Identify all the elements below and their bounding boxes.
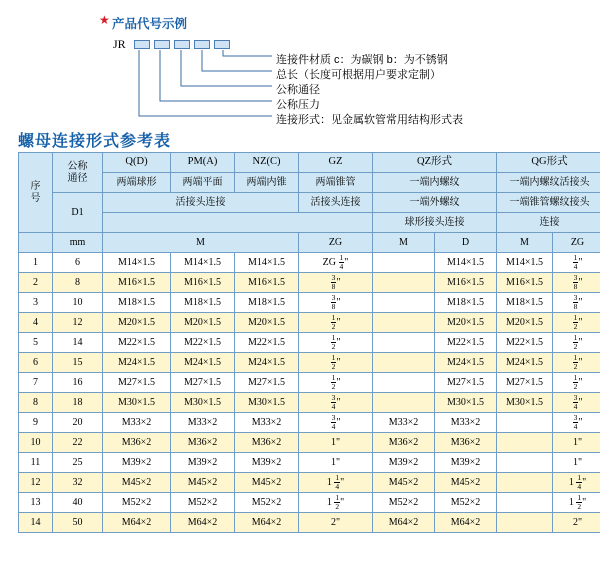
cell-nzc-m: M30×1.5 (235, 393, 299, 413)
header-qz-external-thread: 一端外螺纹 (373, 193, 497, 213)
section-title: 螺母连接形式参考表 (18, 133, 172, 150)
cell-dn: 8 (53, 273, 103, 293)
table-header-row-1 (19, 153, 600, 173)
cell-qz-d: M20×1.5 (435, 313, 497, 333)
cell-qg-zg: $\frac{3}{8}$ " (553, 273, 600, 293)
cell-pma-m: M24×1.5 (171, 353, 235, 373)
cell-qz-m: M52×2 (373, 493, 435, 513)
cell-qg-m: M27×1.5 (497, 373, 553, 393)
cell-qg-m: M30×1.5 (497, 393, 553, 413)
legend-item-material: 连接件材质 c：为碳钢 b：为不锈钢 (276, 54, 448, 66)
cell-qg-zg: 1 $\frac{1}{2}$ " (553, 493, 600, 513)
cell-qz-d: M39×2 (435, 453, 497, 473)
table-row (19, 273, 600, 293)
cell-nzc-m: M18×1.5 (235, 293, 299, 313)
cell-nzc-m: M45×2 (235, 473, 299, 493)
cell-pma-m: M36×2 (171, 433, 235, 453)
header-unit-zg: ZG (299, 233, 373, 253)
header-sub-gz: 两端锥管 (299, 173, 373, 193)
cell-pma-m: M39×2 (171, 453, 235, 473)
cell-nzc-m: M64×2 (235, 513, 299, 533)
cell-gz-zg: $\frac{1}{2}$ " (299, 313, 373, 333)
header-group-qz: QZ形式 (373, 153, 497, 173)
cell-qd-m: M22×1.5 (103, 333, 171, 353)
table-header-row-3 (19, 193, 600, 213)
header-qg-connection: 连接 (497, 213, 600, 233)
cell-qz-m (373, 333, 435, 353)
table-row (19, 433, 600, 453)
cell-qz-m (373, 373, 435, 393)
header-sub-qg: 一端内螺纹活接头 (497, 173, 600, 193)
header-unit-seq (19, 233, 53, 253)
cell-qz-m (373, 253, 435, 273)
header-seq-line2: 号 (30, 192, 41, 204)
cell-seq: 14 (19, 513, 53, 533)
cell-qz-m (373, 313, 435, 333)
cell-qd-m: M52×2 (103, 493, 171, 513)
cell-pma-m: M18×1.5 (171, 293, 235, 313)
cell-seq: 7 (19, 373, 53, 393)
cell-qz-d: M45×2 (435, 473, 497, 493)
cell-qd-m: M33×2 (103, 413, 171, 433)
cell-qd-m: M16×1.5 (103, 273, 171, 293)
header-sub-nzc: 两端内锥 (235, 173, 299, 193)
cell-qd-m: M39×2 (103, 453, 171, 473)
cell-nzc-m: M39×2 (235, 453, 299, 473)
header-unit-qg-zg: ZG (553, 233, 600, 253)
cell-qz-d: M30×1.5 (435, 393, 497, 413)
cell-dn: 18 (53, 393, 103, 413)
header-sub-pma: 两端平面 (171, 173, 235, 193)
cell-qz-m (373, 353, 435, 373)
cell-nzc-m: M24×1.5 (235, 353, 299, 373)
cell-gz-zg: $\frac{3}{8}$ " (299, 293, 373, 313)
cell-qz-d: M36×2 (435, 433, 497, 453)
cell-pma-m: M45×2 (171, 473, 235, 493)
cell-seq: 8 (19, 393, 53, 413)
cell-pma-m: M16×1.5 (171, 273, 235, 293)
product-code-diagram (0, 0, 600, 126)
header-d1: D1 (53, 193, 103, 233)
header-group-gz: GZ (299, 153, 373, 173)
cell-gz-zg: 1" (299, 453, 373, 473)
cell-seq: 12 (19, 473, 53, 493)
table-row (19, 293, 600, 313)
table-row (19, 373, 600, 393)
cell-qd-m: M45×2 (103, 473, 171, 493)
cell-seq: 4 (19, 313, 53, 333)
cell-pma-m: M22×1.5 (171, 333, 235, 353)
cell-qz-m: M39×2 (373, 453, 435, 473)
cell-pma-m: M14×1.5 (171, 253, 235, 273)
cell-gz-zg: $\frac{1}{2}$ " (299, 353, 373, 373)
cell-qz-d: M22×1.5 (435, 333, 497, 353)
table-row (19, 473, 600, 493)
cell-qg-zg: 1" (553, 433, 600, 453)
header-unit-qz-d: D (435, 233, 497, 253)
cell-qg-zg: $\frac{1}{4}$ " (553, 253, 600, 273)
cell-qz-d: M18×1.5 (435, 293, 497, 313)
header-group-qd: Q(D) (103, 153, 171, 173)
cell-dn: 16 (53, 373, 103, 393)
cell-qd-m: M64×2 (103, 513, 171, 533)
cell-qg-m: M14×1.5 (497, 253, 553, 273)
cell-seq: 9 (19, 413, 53, 433)
cell-seq: 6 (19, 353, 53, 373)
header-sub-qd: 两端球形 (103, 173, 171, 193)
header-dn-line2: 通径 (67, 172, 88, 184)
cell-dn: 12 (53, 313, 103, 333)
cell-qz-d: M14×1.5 (435, 253, 497, 273)
table-row (19, 453, 600, 473)
cell-pma-m: M52×2 (171, 493, 235, 513)
cell-qz-d: M64×2 (435, 513, 497, 533)
table-row (19, 333, 600, 353)
cell-qg-m: M22×1.5 (497, 333, 553, 353)
cell-dn: 20 (53, 413, 103, 433)
table-row (19, 493, 600, 513)
cell-qg-zg: 1 $\frac{1}{4}$ " (553, 473, 600, 493)
header-unit-mm: mm (53, 233, 103, 253)
star-icon: ★ (99, 13, 110, 27)
cell-qg-m: M18×1.5 (497, 293, 553, 313)
cell-pma-m: M33×2 (171, 413, 235, 433)
header-dn (53, 153, 103, 193)
cell-nzc-m: M52×2 (235, 493, 299, 513)
table-header-row-5 (19, 233, 600, 253)
cell-qg-zg: $\frac{3}{4}$ " (553, 393, 600, 413)
header-group-qg: QG形式 (497, 153, 600, 173)
cell-gz-zg: 1" (299, 433, 373, 453)
table-header-row-2 (19, 173, 600, 193)
cell-qg-m (497, 453, 553, 473)
cell-qg-m (497, 513, 553, 533)
cell-qz-m: M64×2 (373, 513, 435, 533)
nut-connection-table-wrapper (18, 152, 590, 533)
cell-seq: 10 (19, 433, 53, 453)
cell-qz-m (373, 393, 435, 413)
cell-dn: 15 (53, 353, 103, 373)
cell-pma-m: M30×1.5 (171, 393, 235, 413)
cell-nzc-m: M20×1.5 (235, 313, 299, 333)
cell-gz-zg: ZG $\frac{1}{4}$ " (299, 253, 373, 273)
cell-qd-m: M30×1.5 (103, 393, 171, 413)
cell-seq: 1 (19, 253, 53, 273)
header-seq (19, 153, 53, 233)
cell-dn: 14 (53, 333, 103, 353)
table-row (19, 413, 600, 433)
cell-gz-zg: $\frac{1}{2}$ " (299, 333, 373, 353)
cell-qd-m: M36×2 (103, 433, 171, 453)
header-dn-line1: 公称 (67, 161, 88, 172)
cell-gz-zg: $\frac{3}{4}$ " (299, 413, 373, 433)
table-row (19, 313, 600, 333)
cell-qg-zg: $\frac{1}{2}$ " (553, 353, 600, 373)
cell-qd-m: M18×1.5 (103, 293, 171, 313)
cell-qz-m (373, 293, 435, 313)
cell-gz-zg: $\frac{3}{8}$ " (299, 273, 373, 293)
cell-seq: 11 (19, 453, 53, 473)
cell-qg-zg: 1" (553, 453, 600, 473)
legend-item-nominal-pressure: 公称压力 (276, 99, 320, 111)
cell-qz-m: M36×2 (373, 433, 435, 453)
cell-nzc-m: M16×1.5 (235, 273, 299, 293)
cell-qz-m: M33×2 (373, 413, 435, 433)
cell-dn: 22 (53, 433, 103, 453)
header-blank-left (103, 213, 373, 233)
cell-nzc-m: M22×1.5 (235, 333, 299, 353)
cell-qd-m: M24×1.5 (103, 353, 171, 373)
cell-qz-d: M16×1.5 (435, 273, 497, 293)
cell-nzc-m: M33×2 (235, 413, 299, 433)
cell-nzc-m: M14×1.5 (235, 253, 299, 273)
cell-pma-m: M20×1.5 (171, 313, 235, 333)
cell-dn: 50 (53, 513, 103, 533)
cell-seq: 5 (19, 333, 53, 353)
header-unit-qz-m: M (373, 233, 435, 253)
cell-qz-m: M45×2 (373, 473, 435, 493)
cell-qd-m: M20×1.5 (103, 313, 171, 333)
header-unit-qg-m: M (497, 233, 553, 253)
header-seq-line1: 序 (30, 181, 41, 192)
table-row (19, 513, 600, 533)
cell-qz-d: M33×2 (435, 413, 497, 433)
legend-item-length: 总长（长度可根据用户要求定制） (276, 69, 441, 81)
cell-nzc-m: M27×1.5 (235, 373, 299, 393)
header-qz-ball-joint: 球形接头连接 (373, 213, 497, 233)
cell-qg-m (497, 413, 553, 433)
cell-dn: 6 (53, 253, 103, 273)
cell-gz-zg: $\frac{3}{4}$ " (299, 393, 373, 413)
cell-pma-m: M27×1.5 (171, 373, 235, 393)
header-group-nzc: NZ(C) (235, 153, 299, 173)
header-group-pma: PM(A) (171, 153, 235, 173)
header-gz-union-connection: 活接头连接 (299, 193, 373, 213)
cell-qz-d: M52×2 (435, 493, 497, 513)
diagram-title: 产品代号示例 (112, 17, 188, 31)
cell-qd-m: M14×1.5 (103, 253, 171, 273)
cell-gz-zg: 2" (299, 513, 373, 533)
cell-qd-m: M27×1.5 (103, 373, 171, 393)
cell-qg-zg: $\frac{1}{2}$ " (553, 373, 600, 393)
cell-qg-zg: $\frac{1}{2}$ " (553, 313, 600, 333)
header-union-connection: 活接头连接 (103, 193, 299, 213)
header-sub-qz: 一端内螺纹 (373, 173, 497, 193)
cell-dn: 10 (53, 293, 103, 313)
cell-pma-m: M64×2 (171, 513, 235, 533)
cell-qz-d: M24×1.5 (435, 353, 497, 373)
cell-qg-m: M24×1.5 (497, 353, 553, 373)
table-row (19, 253, 600, 273)
legend-item-nominal-diameter: 公称通径 (276, 84, 320, 96)
cell-qg-zg: $\frac{3}{8}$ " (553, 293, 600, 313)
cell-gz-zg: $\frac{1}{2}$ " (299, 373, 373, 393)
cell-dn: 40 (53, 493, 103, 513)
header-unit-m: M (103, 233, 299, 253)
cell-qg-m (497, 473, 553, 493)
table-row (19, 353, 600, 373)
code-prefix: JR (113, 37, 126, 51)
legend-item-connection-type: 连接形式：见金属软管常用结构形式表 (276, 114, 463, 126)
cell-dn: 25 (53, 453, 103, 473)
cell-gz-zg: 1 $\frac{1}{2}$ " (299, 493, 373, 513)
nut-connection-table (18, 152, 600, 533)
table-header-row-4 (19, 213, 600, 233)
table-row (19, 393, 600, 413)
cell-seq: 3 (19, 293, 53, 313)
cell-qg-zg: $\frac{1}{2}$ " (553, 333, 600, 353)
cell-qg-zg: 2" (553, 513, 600, 533)
cell-nzc-m: M36×2 (235, 433, 299, 453)
cell-qg-m: M16×1.5 (497, 273, 553, 293)
cell-qg-zg: $\frac{3}{4}$ " (553, 413, 600, 433)
table-body (19, 253, 600, 533)
cell-gz-zg: 1 $\frac{1}{4}$ " (299, 473, 373, 493)
cell-dn: 32 (53, 473, 103, 493)
cell-seq: 13 (19, 493, 53, 513)
header-qg-taper-pipe-joint: 一端锥管螺纹接头 (497, 193, 600, 213)
cell-qg-m (497, 493, 553, 513)
cell-qg-m (497, 433, 553, 453)
cell-qz-d: M27×1.5 (435, 373, 497, 393)
cell-qg-m: M20×1.5 (497, 313, 553, 333)
cell-seq: 2 (19, 273, 53, 293)
cell-qz-m (373, 273, 435, 293)
